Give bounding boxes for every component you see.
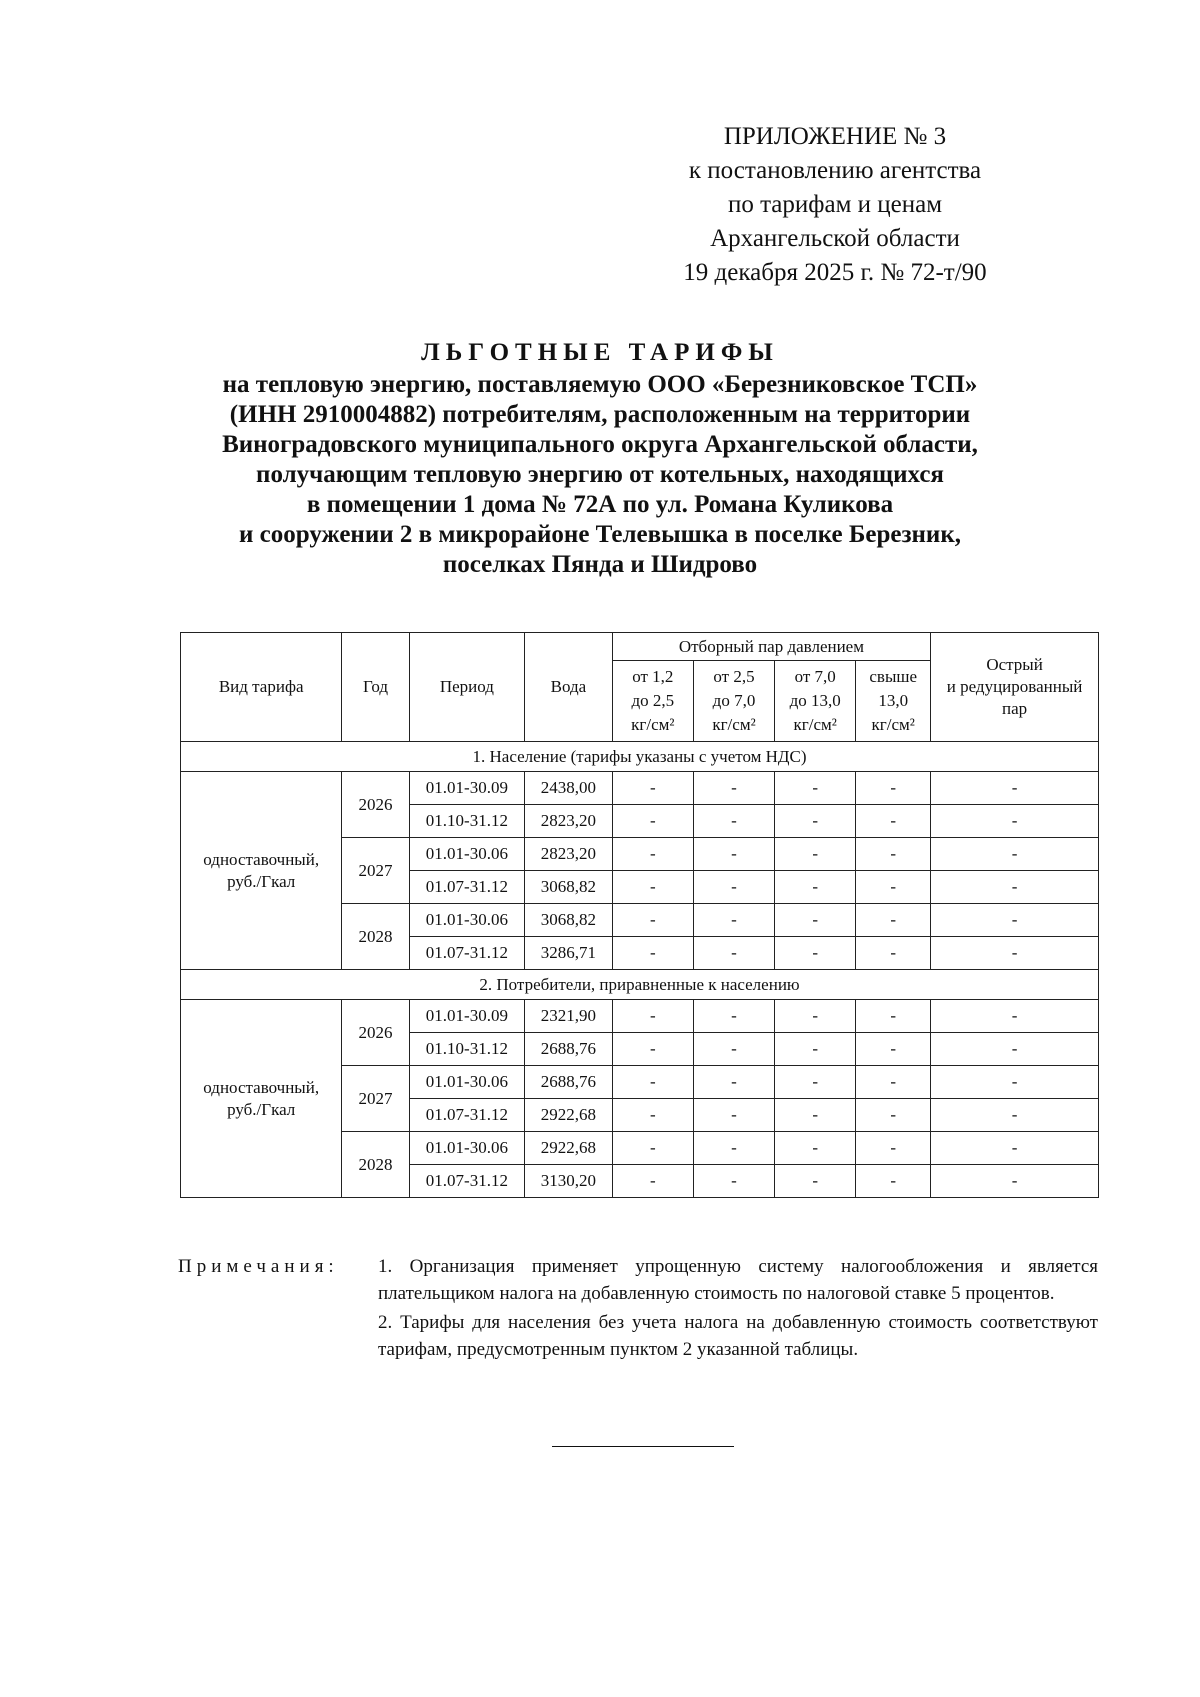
period-cell: 01.01-30.06 [409,1132,524,1165]
header-sharp-steam [931,633,1099,742]
water-cell: 3286,71 [525,937,613,970]
header-line: пар [1001,699,1028,718]
annex-block [640,120,1030,290]
pressure-3-cell: - [775,1165,856,1198]
pressure-1-cell: - [612,1066,693,1099]
pressure-3-cell: - [775,1132,856,1165]
document-title [150,338,1050,580]
pressure-3-cell: - [775,1066,856,1099]
subtitle-line: Виноградовского муниципального округа Архангельской области, [222,431,978,458]
period-cell: 01.01-30.06 [409,904,524,937]
pressure-3-cell: - [775,805,856,838]
sharp-steam-cell: - [931,1000,1099,1033]
water-cell: 2438,00 [525,772,613,805]
pressure-4-cell: - [856,1000,931,1033]
pressure-4-cell: - [856,838,931,871]
tariff-table-body [181,742,1099,1198]
water-cell: 2922,68 [525,1099,613,1132]
header-line: от 7,0 [794,667,836,686]
sharp-steam-cell: - [931,805,1099,838]
sharp-steam-cell: - [931,772,1099,805]
tariff-type-line: руб./Гкал [227,1099,296,1119]
header-pressure-2 [693,661,774,742]
annex-line: Архангельской области [710,225,960,252]
subtitle-line: на тепловую энергию, поставляемую ООО «Березниковское ТСП» [222,371,978,398]
pressure-2-cell: - [693,904,774,937]
subtitle-line: поселках Пянда и Шидрово [442,551,758,578]
period-cell: 01.01-30.09 [409,1000,524,1033]
pressure-1-cell: - [612,1033,693,1066]
sharp-steam-cell: - [931,871,1099,904]
header-line: от 1,2 [632,667,674,686]
water-cell: 3130,20 [525,1165,613,1198]
year-cell: 2027 [342,1066,409,1132]
pressure-4-cell: - [856,1132,931,1165]
pressure-4-cell: - [856,1033,931,1066]
pressure-3-cell: - [775,904,856,937]
pressure-4-cell: - [856,1165,931,1198]
header-line: кг/см² [793,715,837,734]
note-item: 2. Тарифы для населения без учета налога на добавленную стоимость соответствуют тарифам, предусмотренным пунктом 2 указанной таблицы. [378,1312,1098,1360]
header-line: до 2,5 [631,691,675,710]
pressure-2-cell: - [693,838,774,871]
pressure-4-cell: - [856,772,931,805]
pressure-1-cell: - [612,1132,693,1165]
header-selected-steam: Отборный пар давлением [612,633,930,661]
header-period: Период [409,633,524,742]
year-cell: 2028 [342,1132,409,1198]
notes-label: Примечания: [178,1256,339,1277]
water-cell: 2823,20 [525,838,613,871]
subtitle-line: (ИНН 2910004882) потребителям, расположенным на территории [229,401,971,428]
period-cell: 01.01-30.06 [409,1066,524,1099]
header-line: свыше [869,667,918,686]
pressure-4-cell: - [856,1099,931,1132]
sharp-steam-cell: - [931,1132,1099,1165]
subtitle-line: и сооружении 2 в микрорайоне Телевышка в поселке Березник, [239,521,961,548]
pressure-2-cell: - [693,772,774,805]
period-cell: 01.01-30.09 [409,772,524,805]
header-pressure-1 [612,661,693,742]
year-cell: 2026 [342,772,409,838]
pressure-2-cell: - [693,805,774,838]
period-cell: 01.10-31.12 [409,805,524,838]
water-cell: 2922,68 [525,1132,613,1165]
annex-date: 19 декабря 2025 г. № 72-т/90 [683,259,987,286]
year-cell: 2026 [342,1000,409,1066]
sharp-steam-cell: - [931,1165,1099,1198]
pressure-2-cell: - [693,1165,774,1198]
period-cell: 01.01-30.06 [409,838,524,871]
header-water: Вода [525,633,613,742]
pressure-1-cell: - [612,1000,693,1033]
pressure-2-cell: - [693,1132,774,1165]
pressure-3-cell: - [775,1033,856,1066]
header-year: Год [342,633,409,742]
pressure-4-cell: - [856,904,931,937]
tariff-type-line: руб./Гкал [227,871,296,891]
table-row [181,772,1099,805]
header-line: Острый [986,655,1043,674]
pressure-2-cell: - [693,871,774,904]
notes-list [378,1253,1098,1363]
period-cell: 01.07-31.12 [409,1165,524,1198]
period-cell: 01.07-31.12 [409,937,524,970]
water-cell: 3068,82 [525,904,613,937]
pressure-1-cell: - [612,772,693,805]
pressure-3-cell: - [775,1099,856,1132]
pressure-1-cell: - [612,1165,693,1198]
water-cell: 2688,76 [525,1033,613,1066]
header-line: от 2,5 [713,667,755,686]
period-cell: 01.07-31.12 [409,1099,524,1132]
notes-block [178,1253,1098,1365]
period-cell: 01.07-31.12 [409,871,524,904]
pressure-2-cell: - [693,1000,774,1033]
sharp-steam-cell: - [931,1099,1099,1132]
water-cell: 3068,82 [525,871,613,904]
sharp-steam-cell: - [931,1033,1099,1066]
sharp-steam-cell: - [931,1066,1099,1099]
pressure-1-cell: - [612,1099,693,1132]
tariff-type-cell [181,772,342,970]
header-line: кг/см² [871,715,915,734]
annex-line: к постановлению агентства [688,157,982,184]
pressure-2-cell: - [693,1033,774,1066]
pressure-3-cell: - [775,937,856,970]
pressure-2-cell: - [693,1099,774,1132]
pressure-1-cell: - [612,904,693,937]
header-pressure-4 [856,661,931,742]
header-line: до 7,0 [712,691,756,710]
pressure-1-cell: - [612,805,693,838]
title-subtitle [150,370,1050,580]
sharp-steam-cell: - [931,904,1099,937]
pressure-1-cell: - [612,871,693,904]
annex-line: по тарифам и ценам [727,191,943,218]
subtitle-line: в помещении 1 дома № 72А по ул. Романа Куликова [306,491,894,518]
section-row [181,742,1099,772]
header-tariff-type: Вид тарифа [181,633,342,742]
tariff-table [180,632,1099,1198]
sharp-steam-cell: - [931,937,1099,970]
pressure-4-cell: - [856,871,931,904]
section-title: 2. Потребители, приравненные к населению [181,970,1099,1000]
pressure-3-cell: - [775,838,856,871]
table-row [181,1000,1099,1033]
period-cell: 01.10-31.12 [409,1033,524,1066]
header-line: и редуцированный [946,677,1083,696]
water-cell: 2321,90 [525,1000,613,1033]
pressure-2-cell: - [693,1066,774,1099]
header-line: кг/см² [712,715,756,734]
header-pressure-3 [775,661,856,742]
subtitle-line: получающим тепловую энергию от котельных, находящихся [256,461,944,488]
tariff-type-cell [181,1000,342,1198]
pressure-2-cell: - [693,937,774,970]
water-cell: 2688,76 [525,1066,613,1099]
pressure-3-cell: - [775,871,856,904]
pressure-4-cell: - [856,805,931,838]
year-cell: 2028 [342,904,409,970]
pressure-4-cell: - [856,937,931,970]
note-item: 1. Организация применяет упрощенную систему налогообложения и является плательщиком налога на добавленную стоимость по налоговой ставке 5 процентов. [378,1256,1098,1304]
closing-rule [552,1446,734,1447]
title-heading: ЛЬГОТНЫЕ ТАРИФЫ [421,339,779,366]
pressure-3-cell: - [775,772,856,805]
header-line: кг/см² [631,715,675,734]
sharp-steam-cell: - [931,838,1099,871]
section-title: 1. Население (тарифы указаны с учетом НДС) [181,742,1099,772]
pressure-1-cell: - [612,838,693,871]
year-cell: 2027 [342,838,409,904]
pressure-4-cell: - [856,1066,931,1099]
header-line: 13,0 [878,691,909,710]
tariff-type-line: одноставочный, [203,1077,320,1097]
annex-number: ПРИЛОЖЕНИЕ № 3 [723,123,947,150]
pressure-1-cell: - [612,937,693,970]
section-row [181,970,1099,1000]
tariff-type-line: одноставочный, [203,849,320,869]
header-line: до 13,0 [789,691,841,710]
pressure-3-cell: - [775,1000,856,1033]
water-cell: 2823,20 [525,805,613,838]
